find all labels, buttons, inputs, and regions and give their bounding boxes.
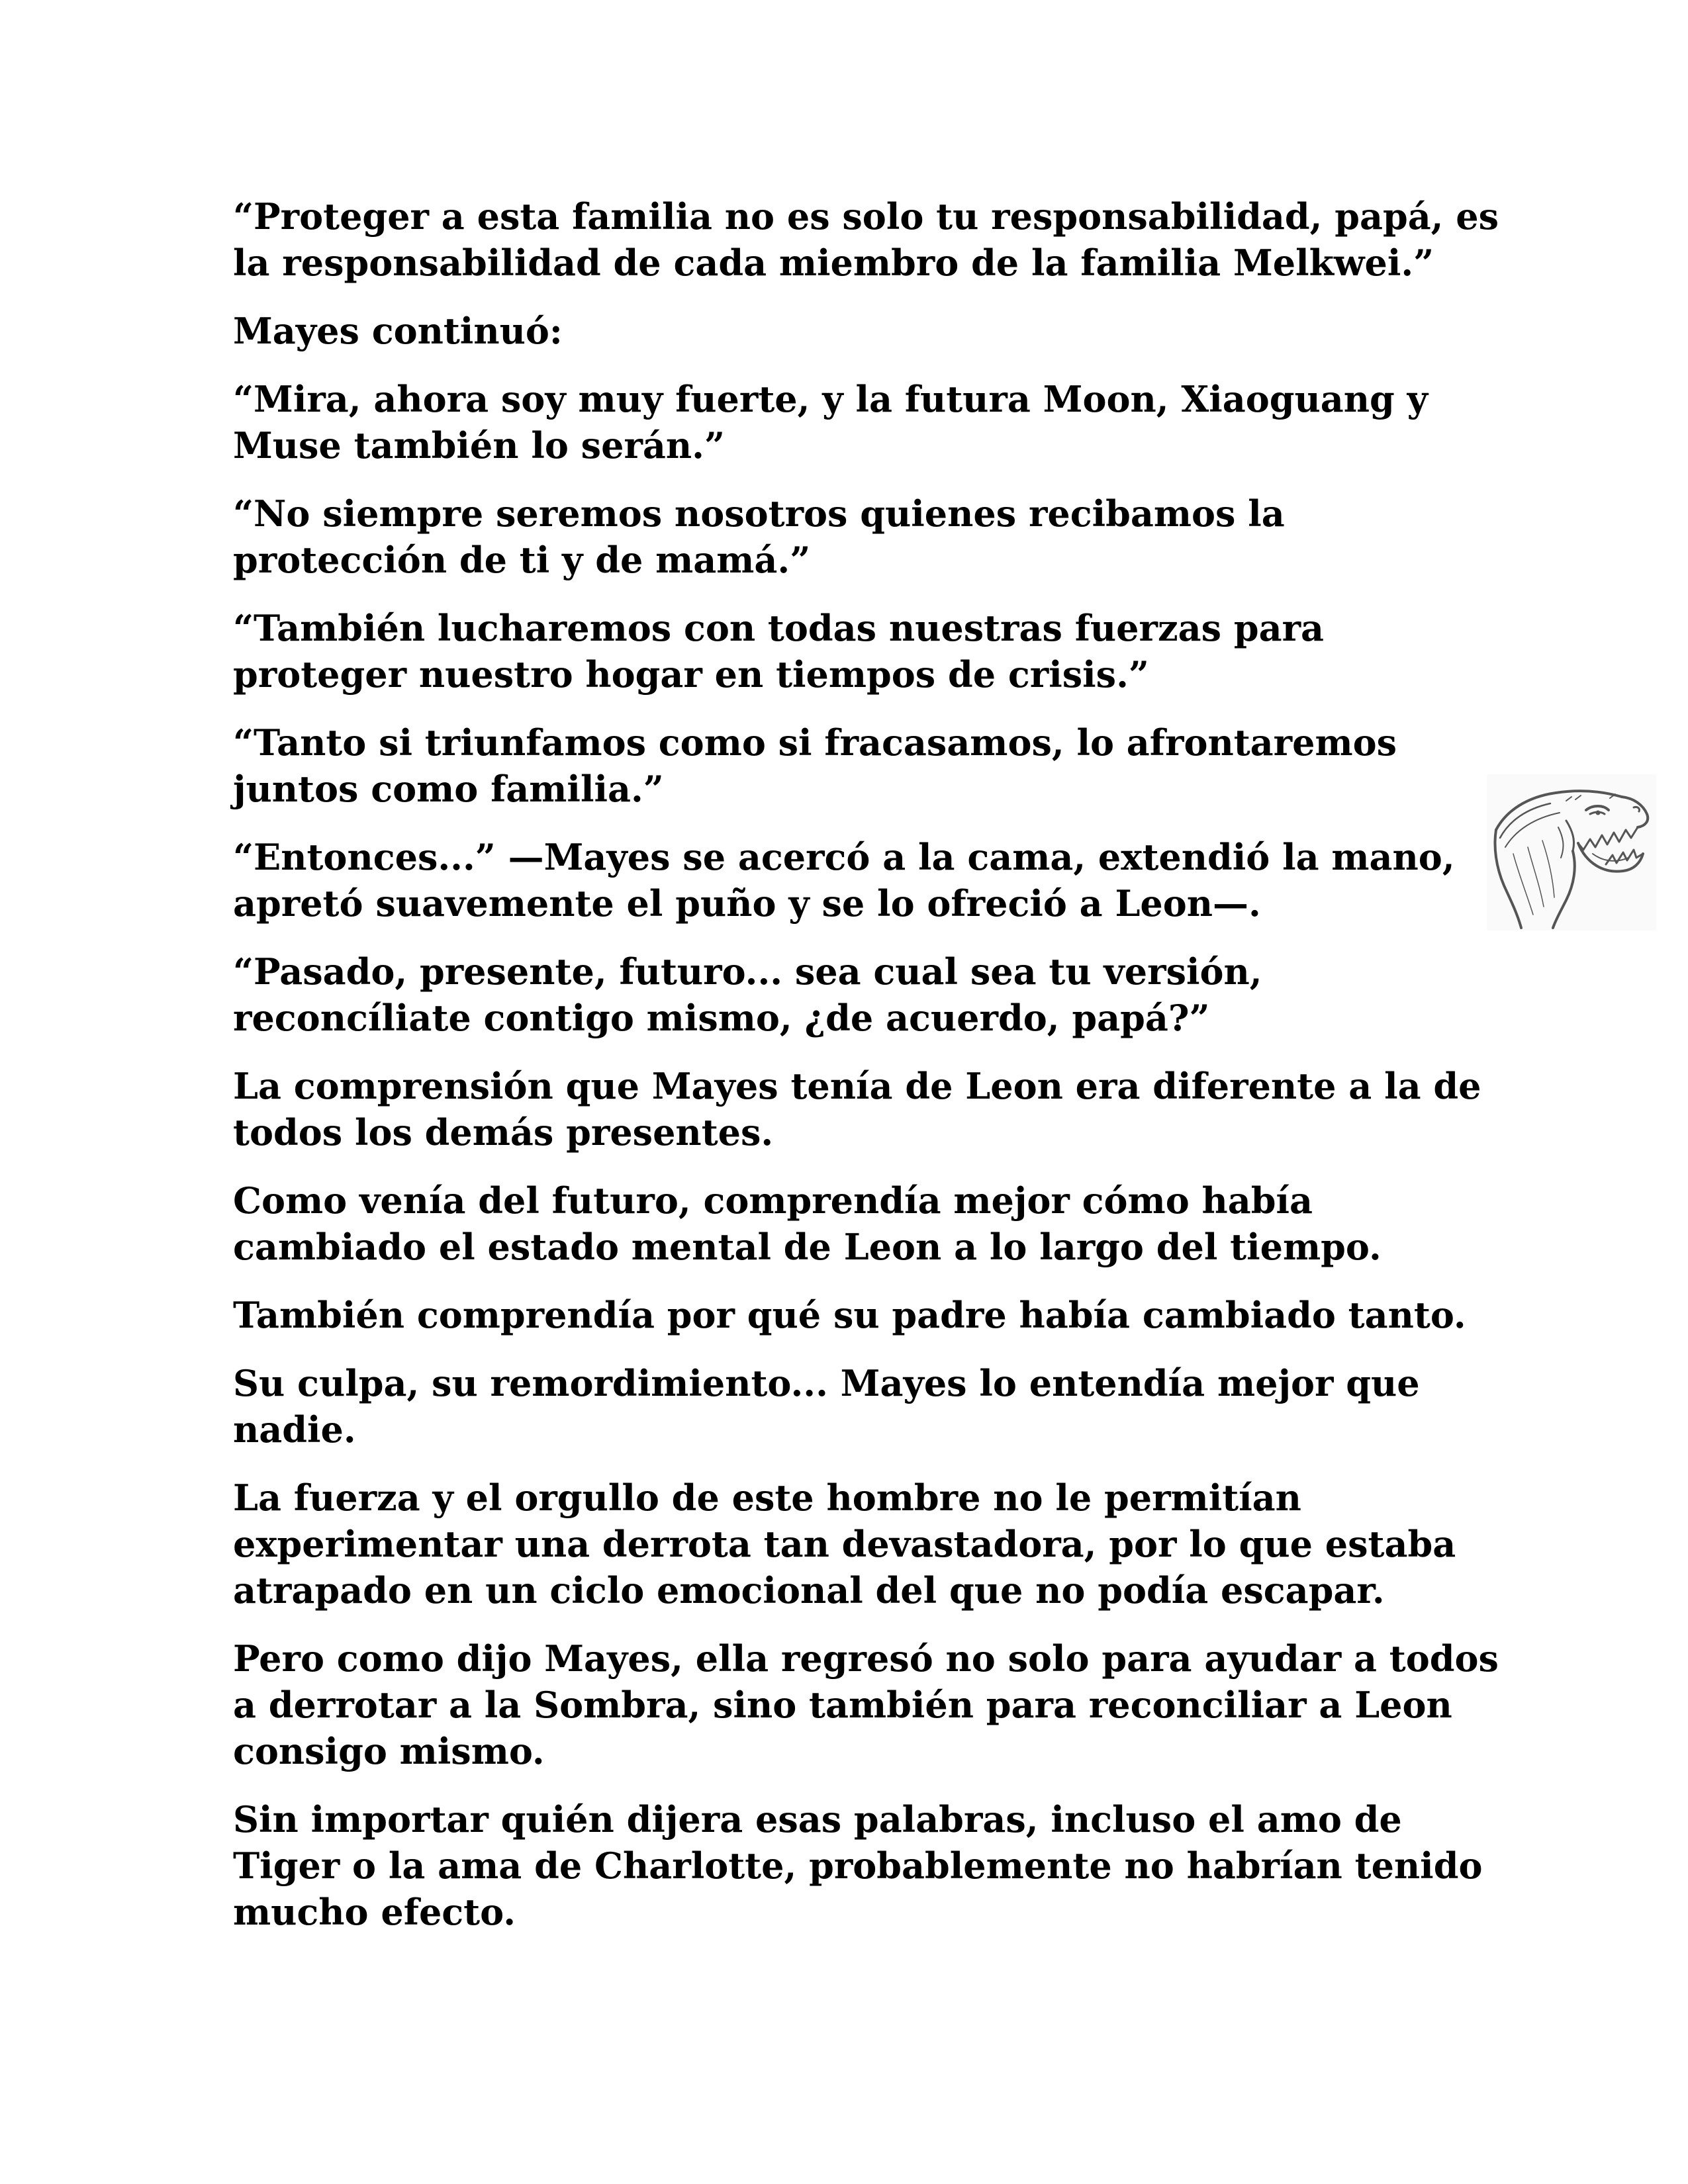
text-line: experimentar una derrota tan devastadora, por lo que estaba <box>233 1523 1456 1565</box>
text-line: Pero como dijo Mayes, ella regresó no solo para ayudar a todos <box>233 1637 1499 1680</box>
text-line: La comprensión que Mayes tenía de Leon era diferente a la de <box>233 1065 1481 1107</box>
text-line: consigo mismo. <box>233 1730 545 1772</box>
paragraph <box>233 1063 1481 1156</box>
body-text <box>233 193 1499 1957</box>
text-line: También comprendía por qué su padre había cambiado tanto. <box>233 1294 1466 1336</box>
paragraph <box>233 1177 1477 1270</box>
text-line: “Entonces...” —Mayes se acercó a la cama, extendió la mano, <box>233 836 1455 878</box>
text-line: a derrotar a la Sombra, sino también para reconciliar a Leon <box>233 1684 1452 1726</box>
paragraph <box>233 1360 1477 1453</box>
text-line: Como venía del futuro, comprendía mejor cómo había <box>233 1179 1313 1222</box>
paragraph <box>233 1796 1483 1935</box>
text-line: Tiger o la ama de Charlotte, probablemente no habrían tenido <box>233 1844 1483 1887</box>
text-line: cambiado el estado mental de Leon a lo largo del tiempo. <box>233 1226 1382 1268</box>
text-line: mucho efecto. <box>233 1891 516 1933</box>
paragraph <box>233 376 1477 469</box>
text-line: “No siempre seremos nosotros quienes recibamos la <box>233 492 1285 535</box>
text-line: juntos como familia.” <box>233 768 664 810</box>
paragraph <box>233 1292 1477 1338</box>
text-line: “También lucharemos con todas nuestras fuerzas para <box>233 607 1325 649</box>
text-line: “Mira, ahora soy muy fuerte, y la futura Moon, Xiaoguang y <box>233 378 1428 420</box>
text-line: protección de ti y de mamá.” <box>233 539 811 581</box>
text-line: nadie. <box>233 1408 356 1451</box>
text-line: proteger nuestro hogar en tiempos de crisis.” <box>233 653 1149 696</box>
dinosaur-head-sketch-icon <box>1487 774 1656 931</box>
text-line: “Tanto si triunfamos como si fracasamos, lo afrontaremos <box>233 721 1397 764</box>
paragraph <box>233 1635 1499 1774</box>
text-line: reconcíliate contigo mismo, ¿de acuerdo, papá?” <box>233 997 1210 1039</box>
text-line: Muse también lo serán.” <box>233 424 726 467</box>
paragraph <box>233 948 1477 1041</box>
paragraph <box>233 308 1477 354</box>
text-line: la responsabilidad de cada miembro de la familia Melkwei.” <box>233 242 1434 284</box>
paragraph <box>233 605 1477 698</box>
text-line: “Pasado, presente, futuro... sea cual sea tu versión, <box>233 950 1262 993</box>
text-line: Mayes continuó: <box>233 310 563 352</box>
text-line: apretó suavemente el puño y se lo ofreció a Leon—. <box>233 882 1261 925</box>
paragraph <box>233 719 1477 812</box>
text-line: atrapado en un ciclo emocional del que no podía escapar. <box>233 1569 1385 1612</box>
text-line: Su culpa, su remordimiento... Mayes lo entendía mejor que <box>233 1362 1420 1404</box>
paragraph <box>233 834 1477 927</box>
text-line: todos los demás presentes. <box>233 1111 774 1154</box>
text-line: “Proteger a esta familia no es solo tu responsabilidad, papá, es <box>233 195 1499 238</box>
paragraph <box>233 193 1499 286</box>
paragraph <box>233 490 1477 583</box>
text-line: La fuerza y el orgullo de este hombre no le permitían <box>233 1477 1301 1519</box>
paragraph <box>233 1475 1477 1614</box>
text-line: Sin importar quién dijera esas palabras, incluso el amo de <box>233 1798 1402 1841</box>
